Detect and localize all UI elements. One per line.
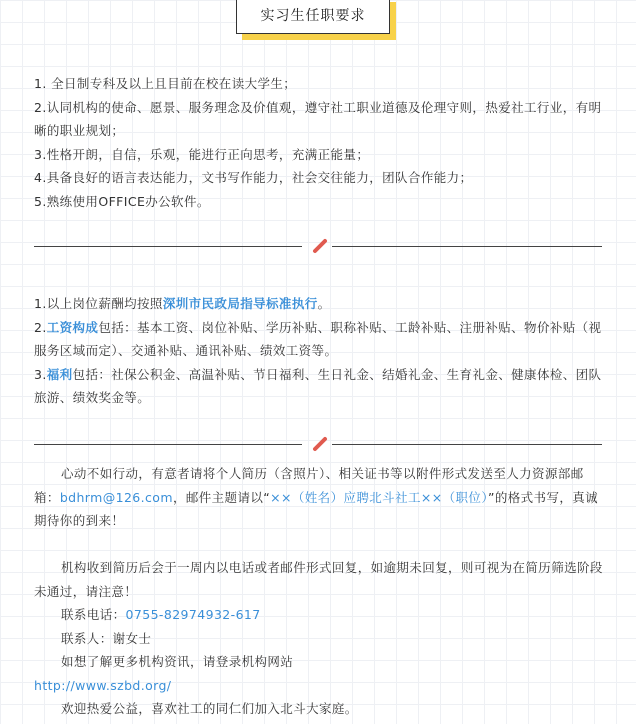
salary-item-number: 3. [34,366,47,382]
divider-line [332,246,602,247]
divider-line [34,444,302,445]
salary-item [34,316,608,363]
subject-format: ××（姓名）应聘北斗社工××（职位） [270,489,488,505]
requirement-item: 5.熟练使用OFFICE办公软件。 [34,193,210,209]
salary-item-number: 2. [34,319,47,335]
requirement-item: 1. 全日制专科及以上且目前在校在读大学生； [34,76,297,91]
contact-person: 联系人：谢女士 [61,630,152,646]
wage-structure-highlight: 工资构成 [46,319,99,335]
divider-line [332,444,602,445]
application-section [34,462,608,721]
salary-item [34,292,608,316]
divider-line [34,246,302,247]
website-prompt: 如想了解更多机构资讯，请登录机构网站 [61,654,294,669]
salary-item-text: 包括：基本工资、岗位补贴、学历补贴、职称补贴、工龄补贴、注册补贴、物价补贴（视服务区域而定）、交通补贴、通讯补贴、绩效工资等。 [34,319,602,358]
requirement-item: 3.性格开朗，自信，乐观，能进行正向思考，充满正能量； [34,146,370,162]
salary-item-text: 。 [317,296,331,311]
application-text: ，邮件主题请以“ [172,489,271,505]
website-link[interactable]: http://www.szbd.org/ [34,677,172,693]
application-text: ”的格式书写，真诚期待你的到来！ [34,489,599,528]
requirement-item: 4.具备良好的语言表达能力，文书写作能力，社会交往能力，团队合作能力； [34,170,473,185]
section-divider [34,436,602,452]
benefits-highlight: 福利 [46,366,73,382]
application-paragraph [34,462,608,533]
phone-line [34,603,608,627]
phone-label: 联系电话： [61,607,126,622]
salary-standard-highlight: 深圳市民政局指导标准执行 [162,296,318,311]
pen-icon [312,436,328,452]
email-link[interactable]: bdhrm@126.com [59,489,173,505]
pen-icon [312,238,328,254]
salary-item [34,363,608,410]
requirements-section [34,72,608,213]
salary-item-text: 1.以上岗位薪酬均按照 [34,296,163,311]
section-divider [34,238,602,254]
requirement-item: 2.认同机构的使命、愿景、服务理念及价值观，遵守社工职业道德及伦理守则，热爱社工行业，有明晰的职业规划； [34,99,602,138]
blank-line [34,533,608,557]
welcome-message: 欢迎热爱公益，喜欢社工的同仁们加入北斗大家庭。 [61,701,358,716]
reply-notice: 机构收到简历后会于一周内以电话或者邮件形式回复，如逾期未回复，则可视为在简历筛选阶段未通过，请注意！ [34,560,603,599]
salary-item-text: 包括：社保公积金、高温补贴、节日福利、生日礼金、结婚礼金、生育礼金、健康体检、团队旅游、绩效奖金等。 [34,366,602,405]
title-banner [236,0,396,40]
phone-number[interactable]: 0755-82974932-617 [125,607,261,622]
website-link-line [34,674,608,698]
page-title: 实习生任职要求 [236,0,390,34]
salary-section [34,292,608,410]
application-text: 心动不如行动，有意者请将个人简历（含照片）、相关证书等以附件形式发送至人力资源部邮箱： [34,466,584,505]
